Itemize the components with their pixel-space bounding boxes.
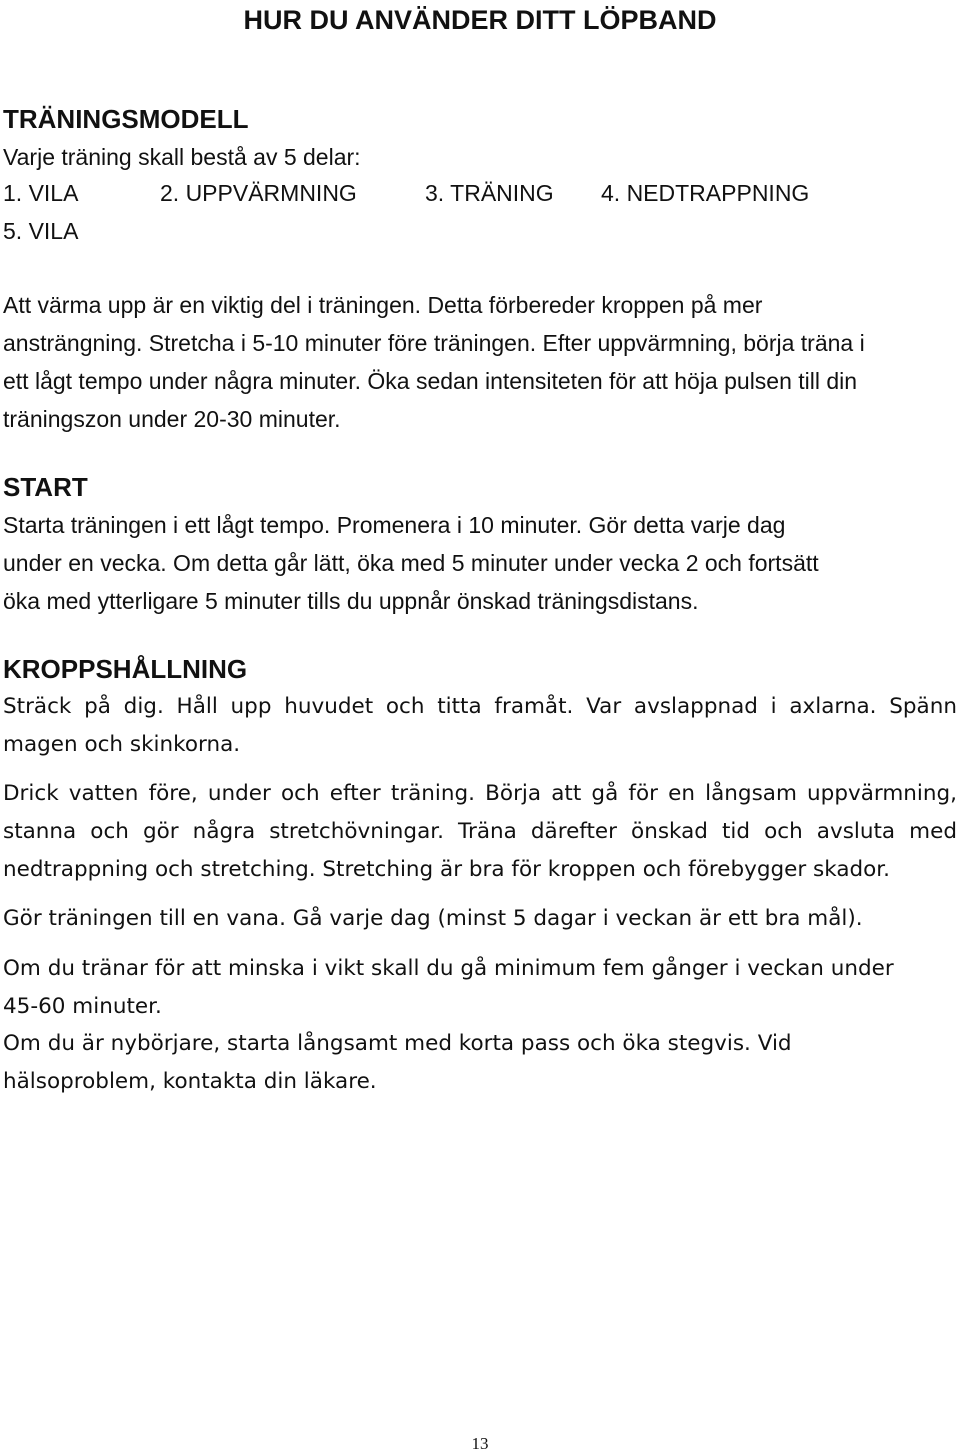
beginner-line-1: Om du är nybörjare, starta långsamt med korta pass och öka stegvis. Vid [3,1031,792,1056]
page-number: 13 [471,1434,489,1453]
training-part-3: 3. TRÄNING [425,180,554,206]
posture-paragraph [3,688,957,764]
start-line-1: Starta träningen i ett lågt tempo. Promenera i 10 minuter. Gör detta varje dag [3,512,786,538]
posture-line-2: magen och skinkorna. [3,732,241,757]
start-heading: START [3,472,88,502]
start-line-3: öka med ytterligare 5 minuter tills du uppnår önskad träningsdistans. [3,588,699,614]
page-title: HUR DU ANVÄNDER DITT LÖPBAND [243,5,717,35]
hydration-paragraph [3,775,957,889]
weight-line-1: Om du tränar för att minska i vikt skall du gå minimum fem gånger i veckan under [3,956,894,981]
warmup-line-2: ansträngning. Stretcha i 5-10 minuter före träningen. Efter uppvärmning, börja träna i [3,330,865,356]
training-part-5: 5. VILA [3,218,79,244]
training-part-1: 1. VILA [3,180,79,206]
warmup-line-1: Att värma upp är en viktig del i träningen. Detta förbereder kroppen på mer [3,292,763,318]
habit-line: Gör träningen till en vana. Gå varje dag (minst 5 dagar i veckan är ett bra mål). [3,906,863,931]
hydration-line-2: stanna och gör några stretchövningar. Träna därefter önskad tid och avsluta med [3,819,957,844]
start-line-2: under en vecka. Om detta går lätt, öka med 5 minuter under vecka 2 och fortsätt [3,550,819,576]
warmup-line-3: ett lågt tempo under några minuter. Öka sedan intensiteten för att höja pulsen till din [3,368,858,394]
hydration-line-1: Drick vatten före, under och efter träning. Börja att gå för en långsam uppvärmning, [3,781,957,806]
training-part-4: 4. NEDTRAPPNING [601,180,810,206]
training-model-intro: Varje träning skall bestå av 5 delar: [3,144,361,170]
posture-line-1: Sträck på dig. Håll upp huvudet och titta framåt. Var avslappnad i axlarna. Spänn [3,694,957,719]
training-part-2: 2. UPPVÄRMNING [160,180,357,206]
beginner-line-2: hälsoproblem, kontakta din läkare. [3,1069,377,1094]
warmup-line-4: träningszon under 20-30 minuter. [3,406,341,432]
hydration-line-3: nedtrappning och stretching. Stretching är bra för kroppen och förebygger skador. [3,857,891,882]
weight-line-2: 45-60 minuter. [3,994,162,1019]
training-model-heading: TRÄNINGSMODELL [3,104,249,134]
posture-heading: KROPPSHÅLLNING [3,654,248,684]
